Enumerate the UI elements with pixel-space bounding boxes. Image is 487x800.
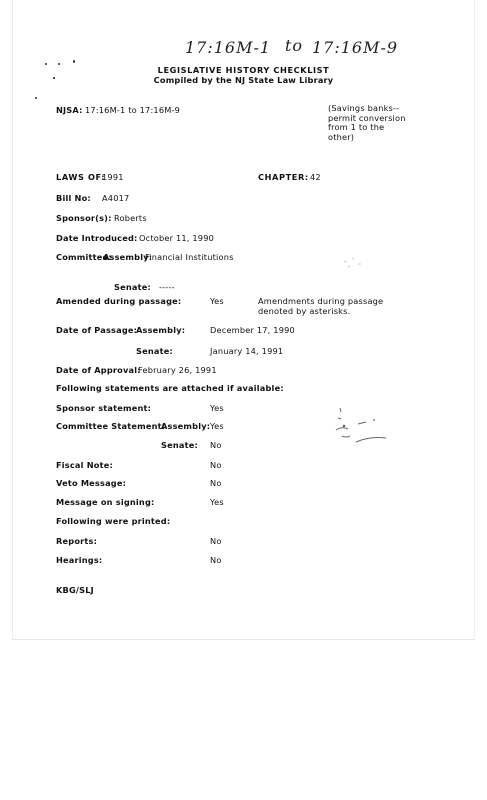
- chapter-label: CHAPTER:: [258, 172, 309, 182]
- handwritten-section-start: 17:16M-1: [185, 38, 272, 57]
- passage-senate-value: January 14, 1991: [210, 346, 284, 356]
- veto-message-value: No: [210, 478, 222, 488]
- amended-note-line1: Amendments during passage: [258, 296, 384, 306]
- passage-assembly-value: December 17, 1990: [210, 325, 295, 335]
- document-title: LEGISLATIVE HISTORY CHECKLIST: [157, 65, 330, 75]
- amended-label: Amended during passage:: [56, 296, 182, 306]
- committee-label: Committee:: [56, 252, 112, 262]
- page-bottom-edge: [12, 639, 475, 640]
- stray-pen-marks: [328, 402, 398, 462]
- laws-of-label: LAWS OF:: [56, 172, 106, 182]
- message-on-signing-label: Message on signing:: [56, 497, 155, 507]
- amended-note-line2: denoted by asterisks.: [258, 306, 351, 316]
- attached-statements-heading: Following statements are attached if available:: [56, 383, 284, 393]
- scan-speck: [73, 60, 75, 63]
- amended-value: Yes: [210, 296, 224, 306]
- veto-message-label: Veto Message:: [56, 478, 127, 488]
- handwritten-section-end: 17:16M-9: [312, 38, 399, 57]
- chapter-value: 42: [310, 172, 321, 182]
- sponsor-statement-value: Yes: [210, 403, 224, 413]
- njsa-value: 17:16M-1 to 17:16M-9: [85, 105, 181, 115]
- committee-senate-label: Senate:: [114, 282, 151, 292]
- committee-statement-assembly-label: Assembly:: [161, 421, 211, 431]
- bill-no-value: A4017: [102, 193, 130, 203]
- njsa-label: NJSA:: [56, 105, 83, 115]
- fiscal-note-label: Fiscal Note:: [56, 460, 113, 470]
- scan-speck: [35, 97, 37, 99]
- sponsors-value: Roberts: [114, 213, 147, 223]
- committee-statement-assembly-value: Yes: [210, 421, 224, 431]
- sponsors-label: Sponsor(s):: [56, 213, 112, 223]
- hearings-label: Hearings:: [56, 555, 103, 565]
- printed-heading: Following were printed:: [56, 516, 171, 526]
- message-on-signing-value: Yes: [210, 497, 224, 507]
- document-subtitle: Compiled by the NJ State Law Library: [153, 75, 334, 85]
- passage-senate-label: Senate:: [136, 346, 173, 356]
- reports-label: Reports:: [56, 536, 98, 546]
- subject-note-line: from 1 to the: [328, 122, 385, 132]
- subject-note-line: (Savings banks--: [328, 103, 400, 113]
- date-introduced-label: Date Introduced:: [56, 233, 138, 243]
- date-introduced-value: October 11, 1990: [139, 233, 215, 243]
- subject-note: [328, 104, 406, 142]
- fiscal-note-value: No: [210, 460, 222, 470]
- passage-label: Date of Passage:: [56, 325, 138, 335]
- committee-statement-senate-value: No: [210, 440, 222, 450]
- page-right-edge: [474, 0, 475, 640]
- sponsor-statement-label: Sponsor statement:: [56, 403, 152, 413]
- subject-note-line: other): [328, 131, 355, 142]
- committee-senate-value: -----: [159, 282, 175, 292]
- subject-note-line: permit conversion: [328, 112, 406, 123]
- bill-no-label: Bill No:: [56, 193, 91, 203]
- approval-value: February 26, 1991: [138, 365, 217, 375]
- laws-of-value: 1991: [102, 172, 124, 182]
- committee-statement-senate-label: Senate:: [161, 440, 198, 450]
- passage-assembly-label: Assembly:: [136, 325, 186, 335]
- page-left-edge: [12, 0, 13, 640]
- handwritten-to: to: [285, 36, 304, 55]
- scan-smudge: [340, 252, 370, 272]
- hearings-value: No: [210, 555, 222, 565]
- approval-label: Date of Approval:: [56, 365, 141, 375]
- reports-value: No: [210, 536, 222, 546]
- committee-assembly-label: Assembly:: [103, 252, 153, 262]
- committee-assembly-value: Financial Institutions: [145, 252, 234, 262]
- compiler-initials: KBG/SLJ: [56, 585, 94, 595]
- committee-statement-label: Committee Statement:: [56, 421, 166, 431]
